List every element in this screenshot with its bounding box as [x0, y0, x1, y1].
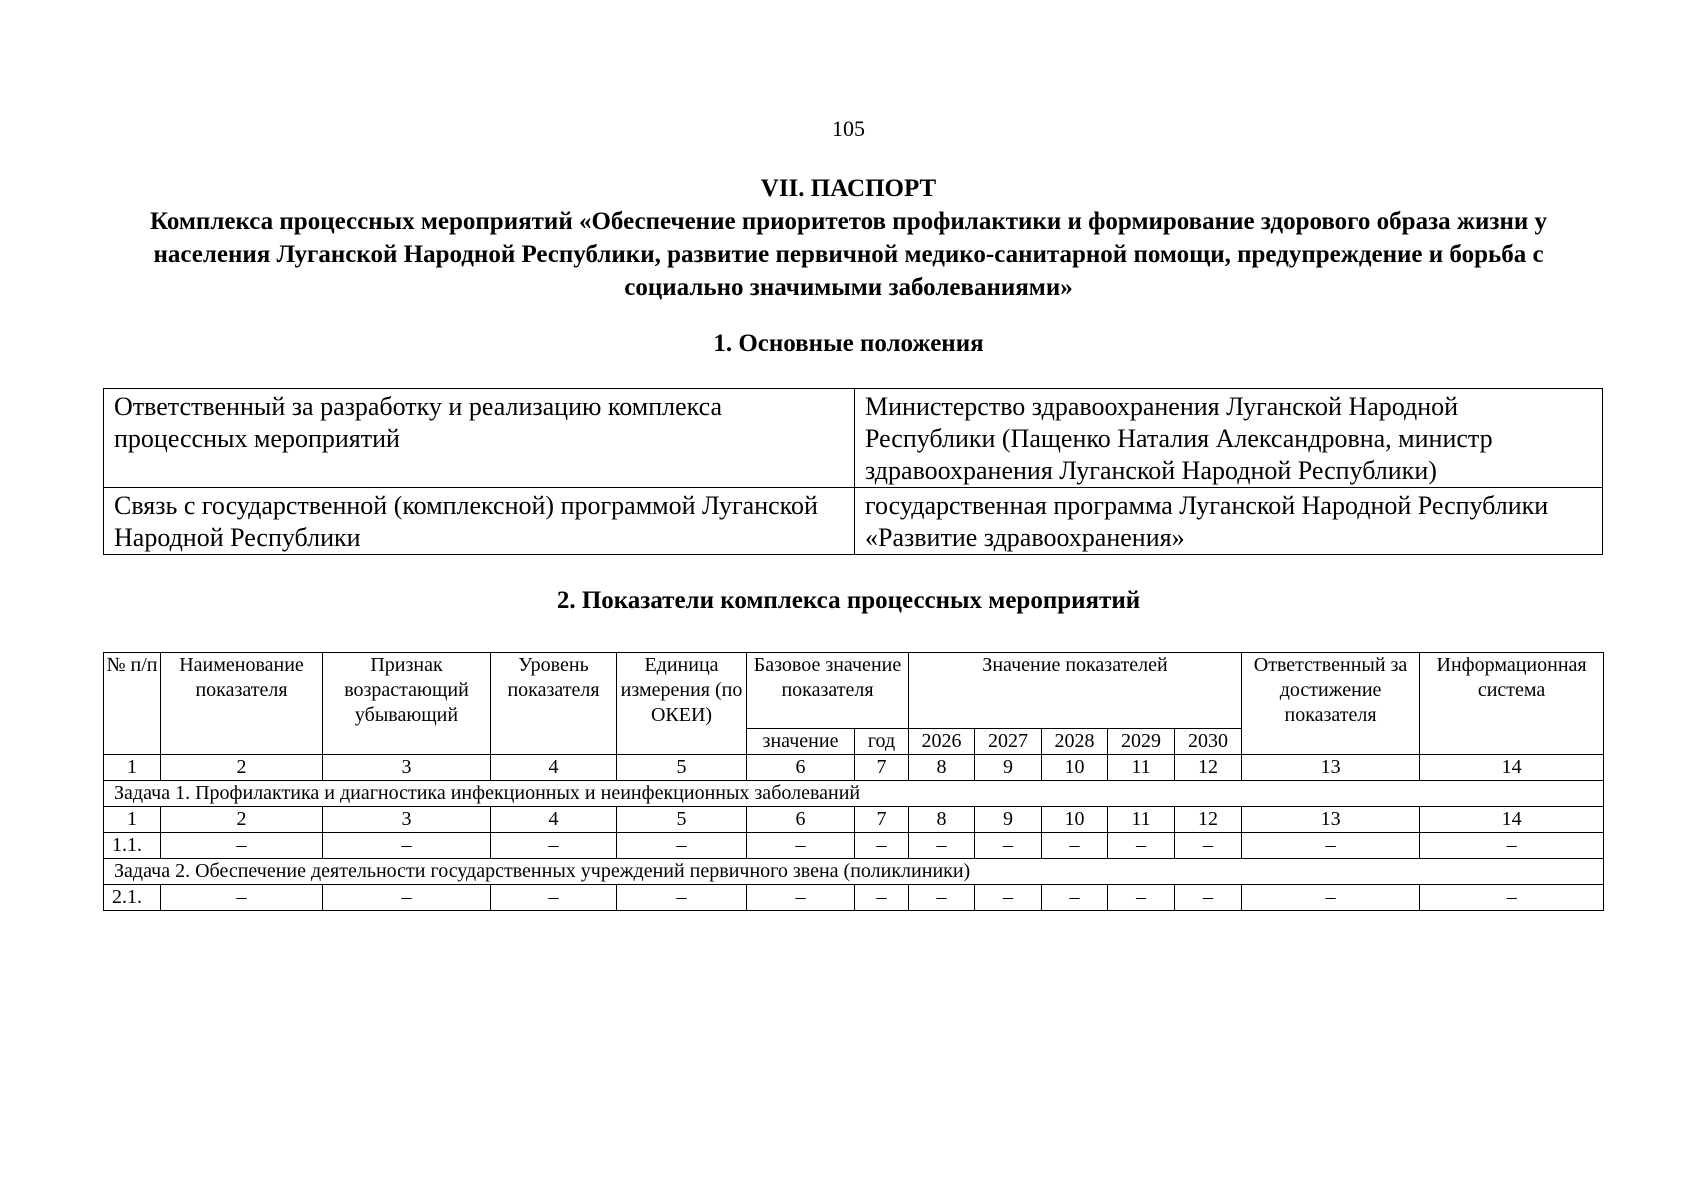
header-base-year: год — [855, 729, 909, 755]
header-base-value: значение — [747, 729, 855, 755]
table-cell: – — [855, 885, 909, 911]
column-number-cell: 11 — [1108, 755, 1175, 781]
column-number-cell: 2 — [161, 807, 323, 833]
header-unit: Единица измерения (по ОКЕИ) — [617, 653, 747, 755]
title-line-1: VII. ПАСПОРТ — [760, 175, 937, 202]
table-cell-label: Ответственный за разработку и реализацию комплекса процессных мероприятий — [104, 389, 855, 488]
column-number-cell: 2 — [161, 755, 323, 781]
column-number-cell: 8 — [909, 807, 975, 833]
table-row — [104, 488, 1603, 555]
table-cell: – — [1108, 833, 1175, 859]
column-number-cell: 10 — [1042, 755, 1108, 781]
table-cell: – — [491, 885, 617, 911]
section-heading-basic: 1. Основные положения — [713, 330, 984, 357]
table-header-row — [104, 653, 1604, 729]
header-num: № п/п — [104, 653, 161, 755]
table-cell: – — [1420, 833, 1604, 859]
table-cell: – — [855, 833, 909, 859]
page-number: 105 — [832, 116, 865, 141]
task-row — [104, 781, 1604, 807]
header-year: 2028 — [1042, 729, 1108, 755]
table-cell: – — [747, 885, 855, 911]
table-cell: – — [909, 885, 975, 911]
column-number-cell: 3 — [323, 807, 491, 833]
column-number-row — [104, 807, 1604, 833]
column-number-cell: 14 — [1420, 755, 1604, 781]
column-number-cell: 6 — [747, 807, 855, 833]
column-number-cell: 1 — [104, 807, 161, 833]
header-year: 2027 — [975, 729, 1042, 755]
column-number-cell: 5 — [617, 807, 747, 833]
indicators-table — [103, 652, 1604, 911]
column-number-cell: 9 — [975, 755, 1042, 781]
column-number-cell: 3 — [323, 755, 491, 781]
column-number-cell: 9 — [975, 807, 1042, 833]
column-number-cell: 7 — [855, 807, 909, 833]
table-cell: – — [491, 833, 617, 859]
table-cell: – — [975, 885, 1042, 911]
table-cell: – — [1042, 885, 1108, 911]
column-number-cell: 4 — [491, 807, 617, 833]
table-cell-value: государственная программа Луганской Народной Республики «Развитие здравоохранения» — [855, 488, 1603, 555]
task-title: Задача 1. Профилактика и диагностика инфекционных и неинфекционных заболеваний — [104, 781, 1604, 807]
column-number-cell: 11 — [1108, 807, 1175, 833]
header-responsible: Ответственный за достижение показателя — [1242, 653, 1420, 755]
section-heading-indicators: 2. Показатели комплекса процессных мероприятий — [556, 587, 1141, 614]
header-name: Наименование показателя — [161, 653, 323, 755]
column-number-cell: 10 — [1042, 807, 1108, 833]
table-cell: – — [323, 885, 491, 911]
header-trend: Признак возрастающий убывающий — [323, 653, 491, 755]
table-cell: – — [617, 833, 747, 859]
header-values: Значение показателей — [909, 653, 1242, 729]
table-cell: – — [975, 833, 1042, 859]
document-title — [100, 172, 1597, 304]
table-cell: – — [161, 833, 323, 859]
header-base: Базовое значение показателя — [747, 653, 909, 729]
header-year: 2026 — [909, 729, 975, 755]
column-number-cell: 4 — [491, 755, 617, 781]
column-number-cell: 13 — [1242, 755, 1420, 781]
table-cell: – — [1108, 885, 1175, 911]
table-cell: – — [323, 833, 491, 859]
table-cell: – — [747, 833, 855, 859]
table-cell-value: Министерство здравоохранения Луганской Народной Республики (Пащенко Наталия Александровна, министр здравоохранения Луганской Народной Республики) — [855, 389, 1603, 488]
table-cell: – — [161, 885, 323, 911]
column-number-cell: 8 — [909, 755, 975, 781]
column-number-cell: 12 — [1175, 755, 1242, 781]
table-cell: – — [617, 885, 747, 911]
table-cell: – — [1042, 833, 1108, 859]
column-number-row — [104, 755, 1604, 781]
table-row — [104, 389, 1603, 488]
task-row — [104, 859, 1604, 885]
table-cell: – — [1242, 833, 1420, 859]
header-year: 2030 — [1175, 729, 1242, 755]
row-number-cell: 2.1. — [104, 885, 161, 911]
table-cell: – — [1175, 885, 1242, 911]
column-number-cell: 7 — [855, 755, 909, 781]
column-number-cell: 5 — [617, 755, 747, 781]
basic-provisions-table — [103, 388, 1603, 555]
column-number-cell: 6 — [747, 755, 855, 781]
table-cell: – — [1175, 833, 1242, 859]
table-cell-label: Связь с государственной (комплексной) программой Луганской Народной Республики — [104, 488, 855, 555]
column-number-cell: 1 — [104, 755, 161, 781]
header-system: Информационная система — [1420, 653, 1604, 755]
column-number-cell: 12 — [1175, 807, 1242, 833]
table-row — [104, 833, 1604, 859]
table-cell: – — [1420, 885, 1604, 911]
table-row — [104, 885, 1604, 911]
header-year: 2029 — [1108, 729, 1175, 755]
column-number-cell: 13 — [1242, 807, 1420, 833]
table-cell: – — [1242, 885, 1420, 911]
column-number-cell: 14 — [1420, 807, 1604, 833]
row-number-cell: 1.1. — [104, 833, 161, 859]
table-cell: – — [909, 833, 975, 859]
header-level: Уровень показателя — [491, 653, 617, 755]
title-line-2: Комплекса процессных мероприятий «Обеспечение приоритетов профилактики и формирование здорового образа жизни у населения Луганской Народной Республики, развитие первичной медико-санитарной помощи, предупреждение и борьба с социально значимыми заболеваниями» — [150, 208, 1547, 301]
task-title: Задача 2. Обеспечение деятельности государственных учреждений первичного звена (поликлиники) — [104, 859, 1604, 885]
